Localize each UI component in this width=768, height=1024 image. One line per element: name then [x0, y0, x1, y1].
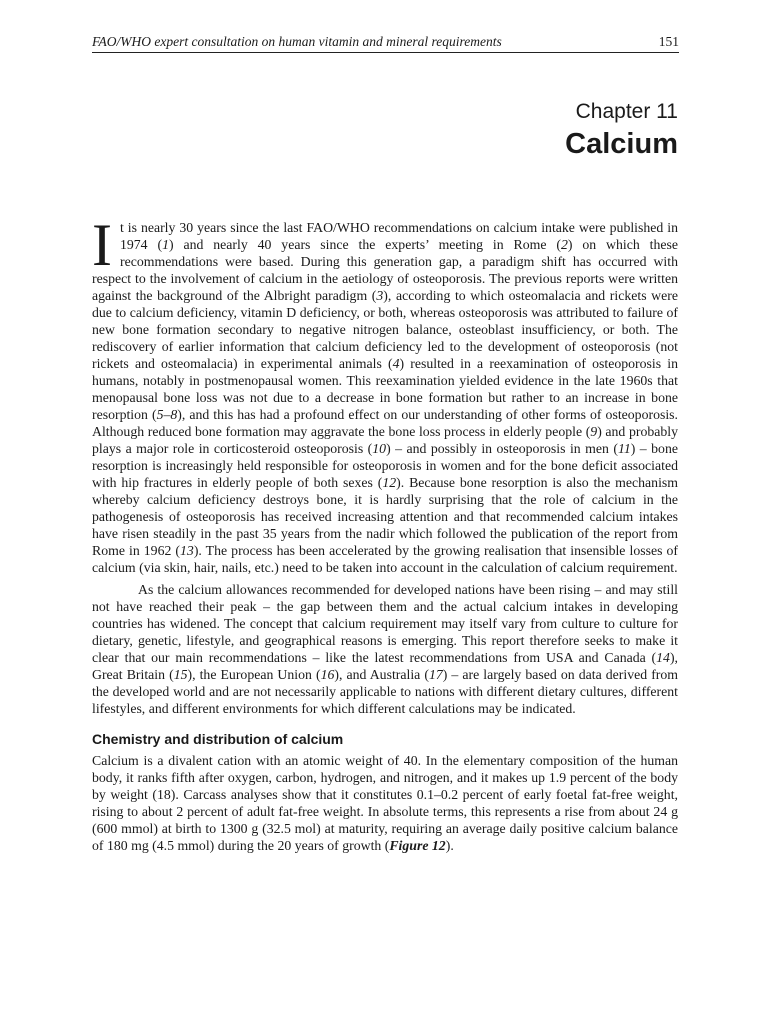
body-text	[92, 212, 679, 854]
section-paragraph: Calcium is a divalent cation with an atomic weight of 40. In the elementary composition of the human body, it ranks fifth after oxygen, carbon, hydrogen, and nitrogen, and it makes up 1.9 percent of the body by weight (18). Carcass analyses show that it constitutes 0.1–0.2 percent of early foetal fat-free weight, rising to about 2 percent of adult fat-free weight. In absolute terms, this represents a rise from about 24 g (600 mmol) at birth to 1300 g (32.5 mol) at maturity, requiring an average daily positive calcium balance of 180 mg (4.5 mmol) during the 20 years of growth (Figure 12).	[92, 753, 678, 853]
citation-ref: 5–8	[156, 407, 178, 422]
running-header	[92, 34, 679, 53]
second-paragraph: As the calcium allowances recommended for developed nations have been rising – and may still not have reached their peak – the gap between them and the actual calcium intakes in developing countries has widened. The concept that calcium requirement may itself vary from culture to culture for dietary, genetic, lifestyle, and geographical reasons is emerging. This report therefore seeks to make it clear that our main recommendations – like the latest recommendations from USA and Canada (14), Great Britain (15), the European Union (16), and Australia (17) – are largely based on data derived from the developed world and are not necessarily applicable to nations with different dietary cultures, different lifestyles, and different environments for which different calculations may be indicated.	[92, 582, 679, 716]
citation-ref: 12	[382, 475, 397, 490]
citation-ref: 11	[617, 441, 631, 456]
citation-ref: 10	[372, 441, 387, 456]
citation-ref: 17	[428, 667, 443, 682]
citation-ref: 3	[376, 288, 384, 303]
citation-ref: 15	[173, 667, 188, 682]
citation-ref: 13	[180, 543, 194, 558]
running-title: FAO/WHO expert consultation on human vitamin and mineral requirements	[92, 34, 502, 49]
citation-ref: 14	[656, 650, 670, 665]
page-number: 151	[658, 34, 679, 49]
citation-ref: 9	[590, 424, 598, 439]
section-heading: Chemistry and distribution of calcium	[92, 731, 344, 747]
intro-paragraph: It is nearly 30 years since the last FAO/WHO recommendations on calcium intake were published in 1974 (1) and nearly 40 years since the experts’ meeting in Rome (2) on which these recommendations were based. During this generation gap, a paradigm shift has occurred with respect to the involvement of calcium in the aetiology of osteoporosis. The previous reports were written against the background of the Albright paradigm (3), according to which osteomalacia and rickets were due to calcium deficiency, vitamin D deficiency, or both, whereas osteoporosis was attributed to failure of new bone formation secondary to negative nitrogen balance, osteoblast insufficiency, or both. The rediscovery of earlier information that calcium deficiency led to the development of osteoporosis (not rickets and osteomalacia) in experimental animals (4) resulted in a reexamination of osteoporosis in humans, notably in postmenopausal women. This reexamination yielded evidence in the late 1960s that menopausal bone loss was not due to a decrease in bone formation but rather to an increase in bone resorption (5–8), and this has had a profound effect on our understanding of other forms of osteoporosis. Although reduced bone formation may aggravate the bone loss process in elderly people (9) and probably plays a major role in corticosteroid osteoporosis (10) – and possibly in osteoporosis in men (11) – bone resorption is increasingly held responsible for osteoporosis in women and for the bone deficit associated with hip fractures in elderly people of both sexes (12). Because bone resorption is also the mechanism whereby calcium deficiency destroys bone, it is hardly surprising that the role of calcium in the pathogenesis of osteoporosis has received increasing attention and that recommended calcium intakes have risen steadily in the past 35 years from the nadir which followed the publication of the report from Rome in 1962 (13). The process has been accelerated by the growing realisation that insensible losses of calcium (via skin, hair, nails, etc.) need to be taken into account in the calculation of calcium requirement.	[92, 212, 678, 575]
citation-ref: 4	[392, 356, 400, 371]
drop-cap: I	[92, 212, 112, 278]
citation-ref: 2	[560, 237, 568, 252]
chapter-title: Calcium	[565, 128, 678, 160]
citation-ref: 1	[162, 237, 169, 252]
chapter-number: Chapter 11	[575, 100, 678, 123]
citation-ref: 16	[320, 667, 335, 682]
figure-reference: Figure 12	[389, 838, 446, 853]
